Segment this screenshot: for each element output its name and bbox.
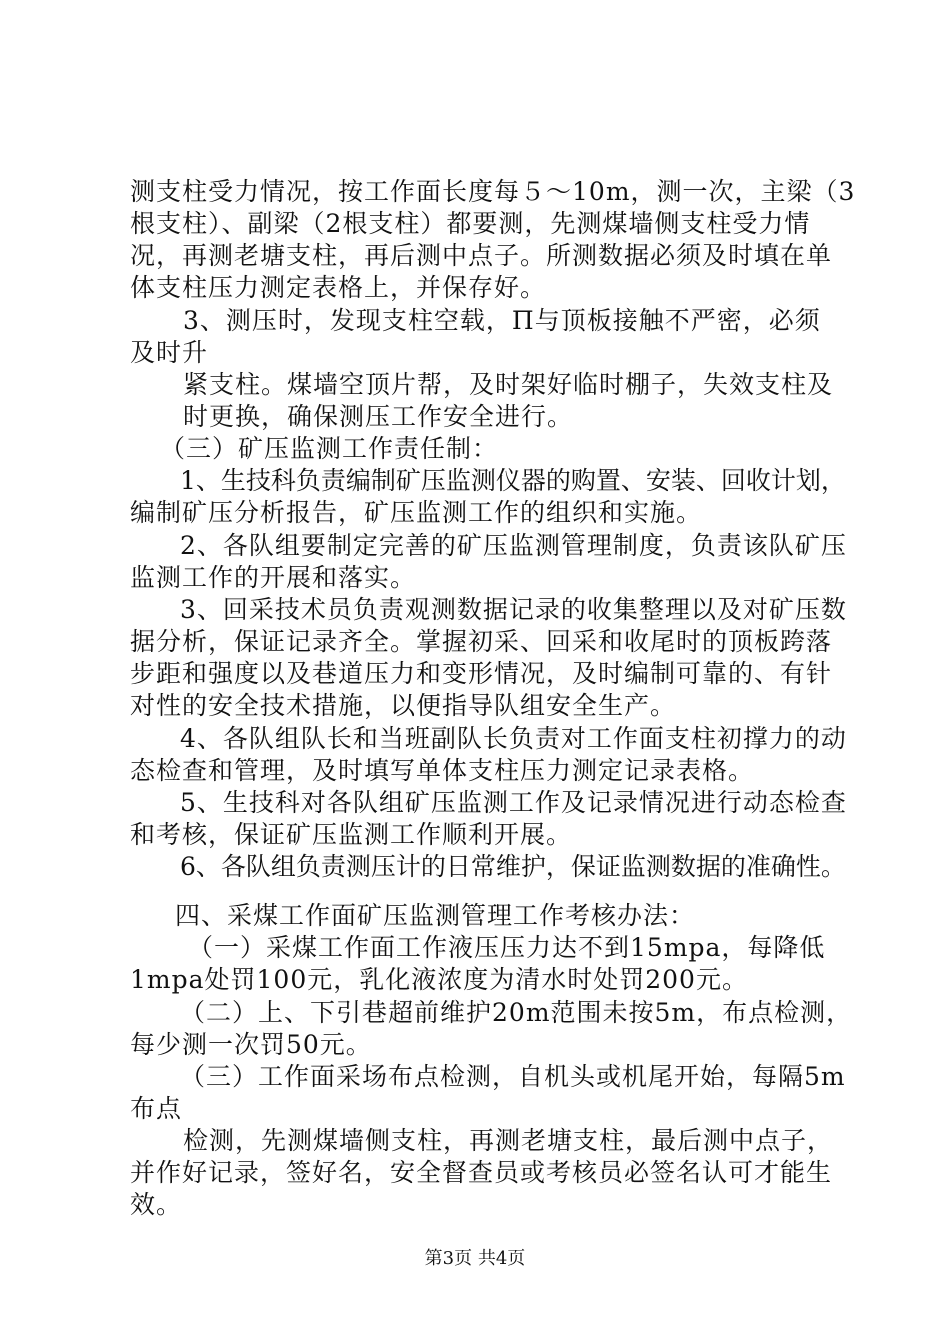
text-line: 测支柱受力情况，按工作面长度每５～10m，测一次，主梁（3 [130, 177, 856, 206]
text-line: 并作好记录，签好名，安全督查员或考核员必签名认可才能生 [130, 1158, 833, 1187]
text-line: 布点 [130, 1094, 183, 1123]
text-line: 紧支柱。煤墙空顶片帮，及时架好临时棚子，失效支柱及 [183, 370, 834, 399]
text-line: 体支柱压力测定表格上，并保存好。 [130, 273, 547, 302]
text-line: 及时升 [130, 338, 209, 367]
text-line: 况，再测老塘支柱，再后测中点子。所测数据必须及时填在单 [130, 241, 833, 270]
text-line: 3、测压时，发现支柱空载，Π与顶板接触不严密，必须 [183, 306, 821, 335]
text-line: 据分析，保证记录齐全。掌握初采、回采和收尾时的顶板跨落 [130, 627, 833, 656]
text-line: 5、生技科对各队组矿压监测工作及记录情况进行动态检查 [180, 788, 847, 817]
text-line: （三）工作面采场布点检测，自机头或机尾开始，每隔5m [180, 1062, 846, 1091]
text-line: （一）采煤工作面工作液压压力达不到15mpa，每降低 [188, 933, 826, 962]
text-line: 效。 [130, 1190, 183, 1219]
text-line: 每少测一次罚50元。 [130, 1030, 372, 1059]
text-line: 监测工作的开展和落实。 [130, 563, 417, 592]
section-heading: （三）矿压监测工作责任制： [160, 434, 499, 463]
text-line: 2、各队组要制定完善的矿压监测管理制度，负责该队矿压 [180, 531, 847, 560]
text-line: 根支柱）、副梁（2根支柱）都要测，先测煤墙侧支柱受力情 [130, 209, 811, 238]
text-line: 6、各队组负责测压计的日常维护，保证监测数据的准确性。 [180, 852, 846, 881]
text-line: （二）上、下引巷超前维护20m范围未按5m，布点检测， [180, 998, 853, 1027]
text-line: 对性的安全技术措施，以便指导队组安全生产。 [130, 691, 677, 720]
text-line: 检测，先测煤墙侧支柱，再测老塘支柱，最后测中点子， [183, 1126, 834, 1155]
text-line: 3、回采技术员负责观测数据记录的收集整理以及对矿压数 [180, 595, 847, 624]
text-line: 1、生技科负责编制矿压监测仪器的购置、安装、回收计划， [180, 466, 846, 495]
text-line: 态检查和管理，及时填写单体支柱压力测定记录表格。 [130, 756, 755, 785]
text-line: 时更换，确保测压工作安全进行。 [183, 402, 574, 431]
text-line: 步距和强度以及巷道压力和变形情况，及时编制可靠的、有针 [130, 659, 833, 688]
section-heading: 四、采煤工作面矿压监测管理工作考核办法： [175, 901, 696, 930]
text-line: 1mpa处罚100元，乳化液浓度为清水时处罚200元。 [130, 965, 748, 994]
text-line: 4、各队组队长和当班副队长负责对工作面支柱初撑力的动 [180, 724, 847, 753]
text-line: 和考核，保证矿压监测工作顺利开展。 [130, 820, 573, 849]
text-line: 编制矿压分析报告，矿压监测工作的组织和实施。 [130, 498, 703, 527]
page-footer: 第3页 共4页 [424, 1248, 526, 1269]
